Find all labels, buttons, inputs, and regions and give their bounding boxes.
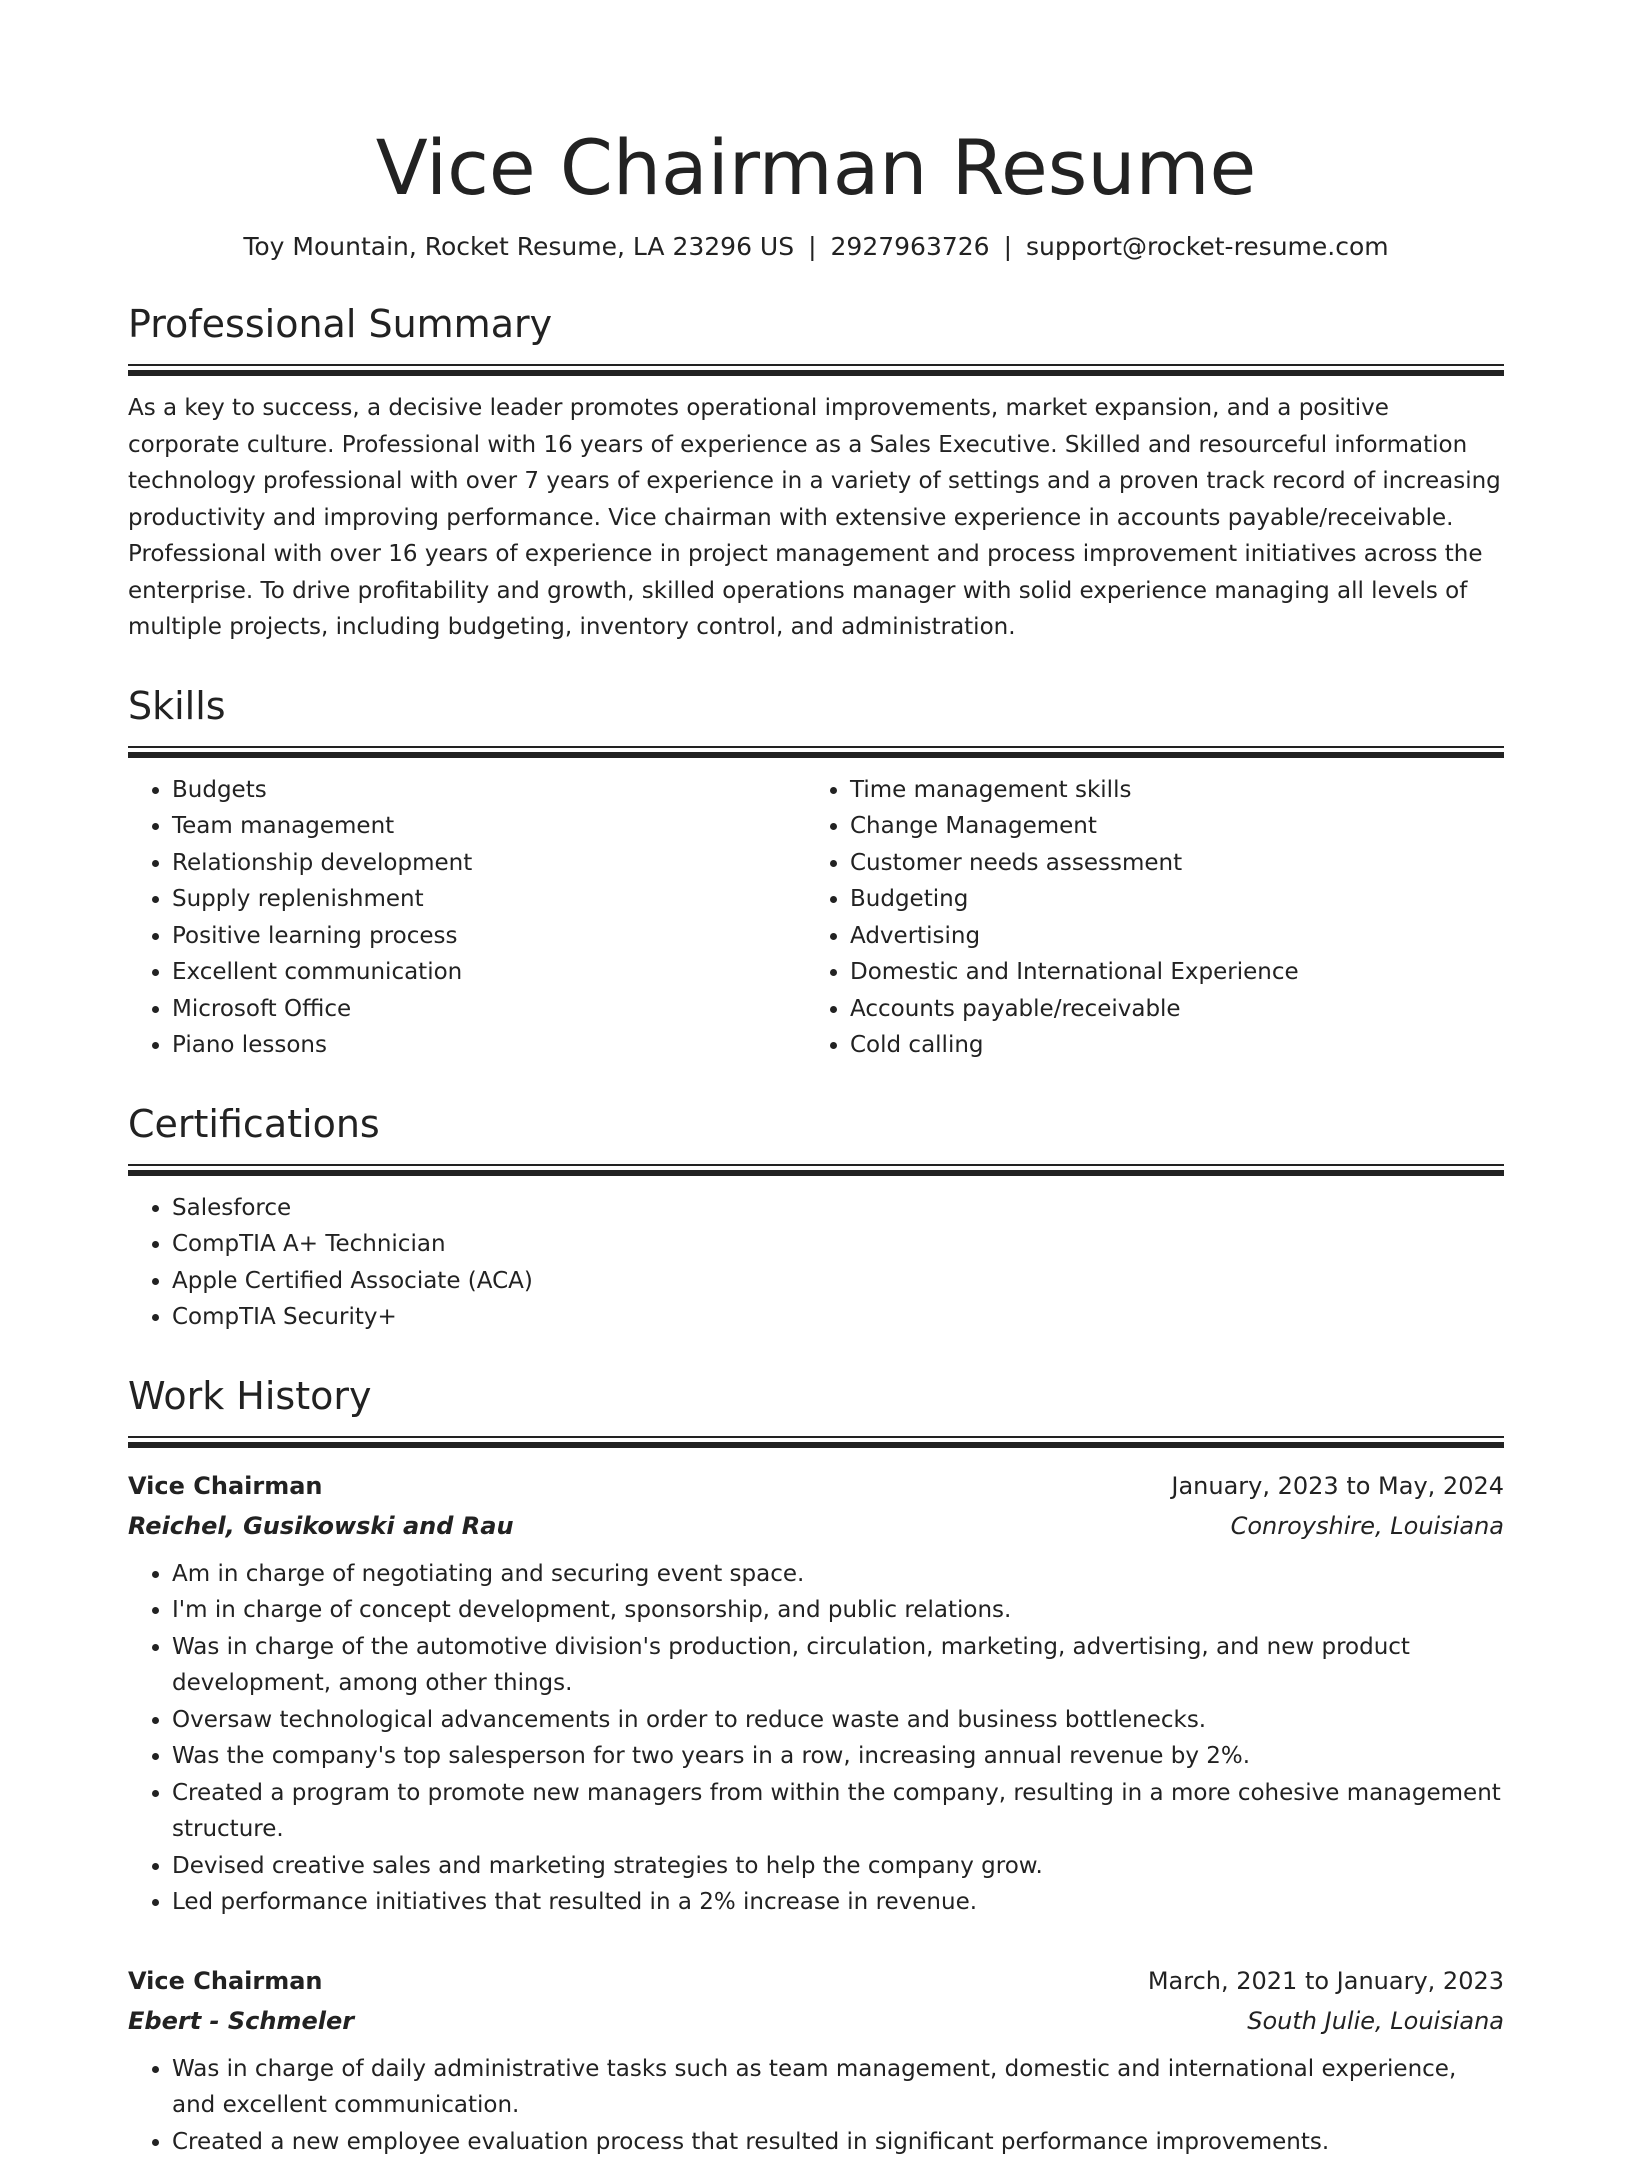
skill-item: • Supply replenishment (172, 881, 806, 918)
page-title: Vice Chairman Resume (128, 120, 1504, 216)
job-bullets (128, 2051, 1504, 2160)
skill-item: • Accounts payable/receivable (850, 991, 1484, 1028)
contact-separator: | (794, 232, 830, 261)
job-bullet: • Was in charge of the automotive division's production, circulation, marketing, advertising, and new product development, among other things. (172, 1629, 1504, 1702)
contact-email[interactable]: support@rocket-resume.com (1026, 232, 1389, 261)
skills-list-right (806, 772, 1484, 1064)
skill-item: • Advertising (850, 918, 1484, 955)
work-history-section (128, 1372, 1504, 2160)
skill-item: • Microsoft Office (172, 991, 806, 1028)
job-dates: January, 2023 to May, 2024 (1171, 1466, 1504, 1506)
job-bullet: • Was the company's top salesperson for two years in a row, increasing annual revenue by 2%. (172, 1738, 1504, 1775)
job-location: Conroyshire, Louisiana (1231, 1506, 1504, 1546)
skill-item: • Cold calling (850, 1027, 1484, 1064)
skill-item: • Piano lessons (172, 1027, 806, 1064)
job-bullet: • Am in charge of negotiating and securing event space. (172, 1556, 1504, 1593)
section-divider (128, 1164, 1504, 1176)
summary-section (128, 300, 1504, 646)
contact-line (128, 230, 1504, 264)
section-divider (128, 746, 1504, 758)
section-heading-work-history: Work History (128, 1372, 1504, 1420)
skill-item: • Customer needs assessment (850, 845, 1484, 882)
skill-item: • Relationship development (172, 845, 806, 882)
section-divider (128, 364, 1504, 376)
job-bullet: • Created a new employee evaluation process that resulted in significant performance improvements. (172, 2124, 1504, 2160)
skills-section (128, 682, 1504, 1064)
resume-page (128, 120, 1504, 2160)
skill-item: • Change Management (850, 808, 1484, 845)
job-title: Vice Chairman (128, 1961, 322, 2001)
skill-item: • Time management skills (850, 772, 1484, 809)
contact-phone: 2927963726 (831, 232, 990, 261)
job-bullet: • Was in charge of daily administrative tasks such as team management, domestic and international experience, and excellent communication. (172, 2051, 1504, 2124)
summary-text: As a key to success, a decisive leader promotes operational improvements, market expansion, and a positive corporate culture. Professional with 16 years of experience as a Sales Executive. Skilled and resourceful information technology professional with over 7 years of experience in a variety of settings and a proven track record of increasing productivity and improving performance. Vice chairman with extensive experience in accounts payable/receivable. Professional with over 16 years of experience in project management and process improvement initiatives across the enterprise. To drive profitability and growth, skilled operations manager with solid experience managing all levels of multiple projects, including budgeting, inventory control, and administration. (128, 390, 1504, 646)
job-bullets (128, 1556, 1504, 1921)
skill-item: • Domestic and International Experience (850, 954, 1484, 991)
certifications-list (128, 1190, 1504, 1336)
job-bullet: • Devised creative sales and marketing strategies to help the company grow. (172, 1848, 1504, 1885)
job-bullet: • Created a program to promote new managers from within the company, resulting in a more cohesive management structure. (172, 1775, 1504, 1848)
section-heading-skills: Skills (128, 682, 1504, 730)
certification-item: • CompTIA A+ Technician (172, 1226, 1504, 1263)
skill-item: • Budgets (172, 772, 806, 809)
skill-item: • Excellent communication (172, 954, 806, 991)
job-entry (128, 1961, 1504, 2160)
job-dates: March, 2021 to January, 2023 (1148, 1961, 1504, 2001)
certifications-section (128, 1100, 1504, 1336)
job-location: South Julie, Louisiana (1247, 2001, 1504, 2041)
job-entry (128, 1466, 1504, 1921)
section-heading-certifications: Certifications (128, 1100, 1504, 1148)
job-company: Ebert - Schmeler (128, 2001, 354, 2041)
job-bullet: • Led performance initiatives that resulted in a 2% increase in revenue. (172, 1884, 1504, 1921)
contact-separator: | (990, 232, 1026, 261)
job-bullet: • I'm in charge of concept development, sponsorship, and public relations. (172, 1592, 1504, 1629)
job-bullet: • Oversaw technological advancements in order to reduce waste and business bottlenecks. (172, 1702, 1504, 1739)
section-heading-summary: Professional Summary (128, 300, 1504, 348)
skills-list-left (128, 772, 806, 1064)
skill-item: • Team management (172, 808, 806, 845)
certification-item: • CompTIA Security+ (172, 1299, 1504, 1336)
skills-grid (128, 772, 1504, 1064)
section-divider (128, 1436, 1504, 1448)
contact-address: Toy Mountain, Rocket Resume, LA 23296 US (243, 232, 794, 261)
job-title: Vice Chairman (128, 1466, 322, 1506)
job-company: Reichel, Gusikowski and Rau (128, 1506, 514, 1546)
certification-item: • Apple Certified Associate (ACA) (172, 1263, 1504, 1300)
skill-item: • Positive learning process (172, 918, 806, 955)
certification-item: • Salesforce (172, 1190, 1504, 1227)
skill-item: • Budgeting (850, 881, 1484, 918)
